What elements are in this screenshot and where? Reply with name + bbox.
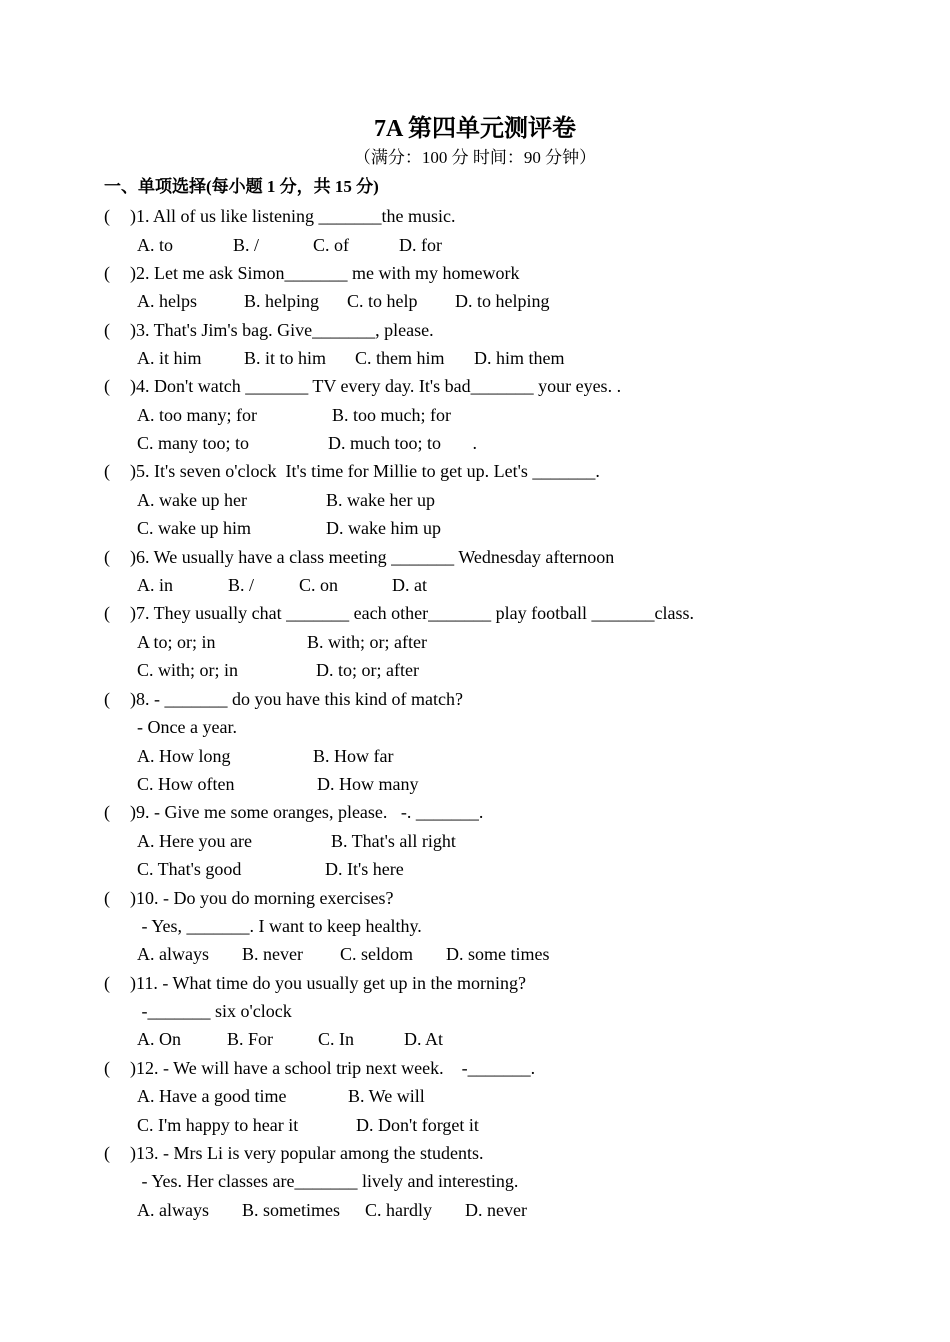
option-d[interactable]: D. never	[465, 1200, 527, 1220]
question-11	[104, 970, 526, 996]
answer-paren[interactable]: (	[104, 603, 110, 623]
options-row	[137, 430, 477, 456]
answer-paren[interactable]: (	[104, 263, 110, 283]
option-a[interactable]: A. to	[137, 235, 173, 255]
option-b[interactable]: B. For	[227, 1029, 274, 1049]
answer-paren[interactable]: (	[104, 1143, 110, 1163]
question-9	[104, 799, 483, 825]
option-b[interactable]: B. it to him	[244, 348, 327, 368]
options-row	[137, 1026, 443, 1052]
options-row	[137, 288, 550, 314]
question-10	[104, 885, 393, 911]
answer-paren[interactable]: (	[104, 689, 110, 709]
question-stem: )9. - Give me some oranges, please. -. _______.	[130, 802, 484, 822]
option-a[interactable]: A. it him	[137, 348, 202, 368]
question-stem: )11. - What time do you usually get up in the morning?	[130, 973, 526, 993]
answer-paren[interactable]: (	[104, 320, 110, 340]
option-a[interactable]: A. Have a good time	[137, 1086, 287, 1106]
question-stem: )3. That's Jim's bag. Give_______, please.	[130, 320, 434, 340]
question-reply: -_______ six o'clock	[137, 1001, 292, 1021]
answer-paren[interactable]: (	[104, 1058, 110, 1078]
option-a[interactable]: A. in	[137, 575, 173, 595]
option-d[interactable]: D. It's here	[325, 859, 404, 879]
option-c[interactable]: C. of	[313, 235, 349, 255]
question-stem: )7. They usually chat _______ each other_______ play football _______class.	[130, 603, 695, 623]
option-d[interactable]: D. How many	[317, 774, 419, 794]
option-c[interactable]: C. with; or; in	[137, 660, 239, 680]
options-row	[137, 572, 427, 598]
options-row	[137, 1112, 479, 1138]
options-row	[137, 402, 451, 428]
question-stem: )8. - _______ do you have this kind of match?	[130, 689, 463, 709]
question-2	[104, 260, 519, 286]
option-b[interactable]: B. /	[228, 575, 255, 595]
option-d[interactable]: D. for	[399, 235, 442, 255]
question-8	[104, 686, 463, 712]
option-a[interactable]: A. Here you are	[137, 831, 252, 851]
option-d[interactable]: D. some times	[446, 944, 550, 964]
options-row	[137, 743, 393, 769]
options-row	[137, 629, 427, 655]
question-stem: )1. All of us like listening _______the music.	[130, 206, 456, 226]
options-row	[137, 771, 419, 797]
answer-paren[interactable]: (	[104, 461, 110, 481]
options-row	[137, 1083, 425, 1109]
question-stem: )12. - We will have a school trip next week. -_______.	[130, 1058, 536, 1078]
answer-paren[interactable]: (	[104, 802, 110, 822]
question-reply: - Yes. Her classes are_______ lively and interesting.	[137, 1171, 519, 1191]
options-row	[137, 856, 404, 882]
question-stem: )2. Let me ask Simon_______ me with my homework	[130, 263, 520, 283]
option-d[interactable]: D. to helping	[455, 291, 550, 311]
option-a[interactable]: A. always	[137, 1200, 209, 1220]
option-c[interactable]: C. to help	[347, 291, 418, 311]
option-a[interactable]: A. On	[137, 1029, 181, 1049]
option-b[interactable]: B. We will	[348, 1086, 425, 1106]
option-a[interactable]: A. too many; for	[137, 405, 257, 425]
option-b[interactable]: B. too much; for	[332, 405, 451, 425]
question-3	[104, 317, 434, 343]
options-row	[137, 1197, 527, 1223]
options-row	[137, 515, 441, 541]
question-stem: )4. Don't watch _______ TV every day. It's bad_______ your eyes. .	[130, 376, 622, 396]
option-d[interactable]: D. at	[392, 575, 427, 595]
question-6	[104, 544, 614, 570]
option-a[interactable]: A. wake up her	[137, 490, 247, 510]
question-5	[104, 458, 600, 484]
option-a[interactable]: A to; or; in	[137, 632, 216, 652]
option-d[interactable]: D. to; or; after	[316, 660, 419, 680]
option-b[interactable]: B. helping	[244, 291, 319, 311]
option-c[interactable]: C. many too; to	[137, 433, 249, 453]
option-b[interactable]: B. wake her up	[326, 490, 435, 510]
option-c[interactable]: C. wake up him	[137, 518, 251, 538]
question-stem: )13. - Mrs Li is very popular among the students.	[130, 1143, 484, 1163]
question-stem: )5. It's seven o'clock It's time for Millie to get up. Let's _______.	[130, 461, 600, 481]
answer-paren[interactable]: (	[104, 206, 110, 226]
option-c[interactable]: C. That's good	[137, 859, 242, 879]
option-c[interactable]: C. How often	[137, 774, 235, 794]
option-d[interactable]: D. him them	[474, 348, 565, 368]
option-c[interactable]: C. In	[318, 1029, 354, 1049]
answer-paren[interactable]: (	[104, 547, 110, 567]
options-row	[137, 941, 550, 967]
option-c[interactable]: C. on	[299, 575, 339, 595]
options-row	[137, 232, 442, 258]
option-b[interactable]: B. with; or; after	[307, 632, 427, 652]
option-a[interactable]: A. always	[137, 944, 209, 964]
options-row	[137, 487, 435, 513]
options-row	[137, 828, 456, 854]
options-row	[137, 345, 565, 371]
options-row	[137, 657, 419, 683]
option-b[interactable]: B. never	[242, 944, 303, 964]
question-stem: )6. We usually have a class meeting _______ Wednesday afternoon	[130, 547, 615, 567]
option-b[interactable]: B. sometimes	[242, 1200, 340, 1220]
option-b[interactable]: B. /	[233, 235, 260, 255]
option-c[interactable]: C. hardly	[365, 1200, 432, 1220]
option-d[interactable]: D. Don't forget it	[356, 1115, 479, 1135]
question-stem: )10. - Do you do morning exercises?	[130, 888, 394, 908]
option-b[interactable]: B. That's all right	[331, 831, 456, 851]
question-reply: - Once a year.	[137, 717, 237, 737]
option-d[interactable]: D. much too; to .	[328, 433, 477, 453]
question-4	[104, 373, 621, 399]
question-1	[104, 203, 455, 229]
question-7	[104, 600, 694, 626]
question-13	[104, 1140, 483, 1166]
answer-paren[interactable]: (	[104, 973, 110, 993]
option-a[interactable]: A. How long	[137, 746, 231, 766]
option-b[interactable]: B. How far	[313, 746, 394, 766]
option-d[interactable]: D. At	[404, 1029, 444, 1049]
question-12	[104, 1055, 535, 1081]
option-c[interactable]: C. seldom	[340, 944, 414, 964]
option-c[interactable]: C. I'm happy to hear it	[137, 1115, 299, 1135]
option-a[interactable]: A. helps	[137, 291, 197, 311]
option-d[interactable]: D. wake him up	[326, 518, 441, 538]
answer-paren[interactable]: (	[104, 376, 110, 396]
section-heading: 一、单项选择(每小题 1 分，共 15 分)	[104, 177, 379, 196]
page-title: 7A 第四单元测评卷	[373, 116, 576, 142]
answer-paren[interactable]: (	[104, 888, 110, 908]
page-subtitle: （满分：100 分 时间：90 分钟）	[353, 148, 597, 167]
question-reply: - Yes, _______. I want to keep healthy.	[137, 916, 422, 936]
option-c[interactable]: C. them him	[355, 348, 445, 368]
